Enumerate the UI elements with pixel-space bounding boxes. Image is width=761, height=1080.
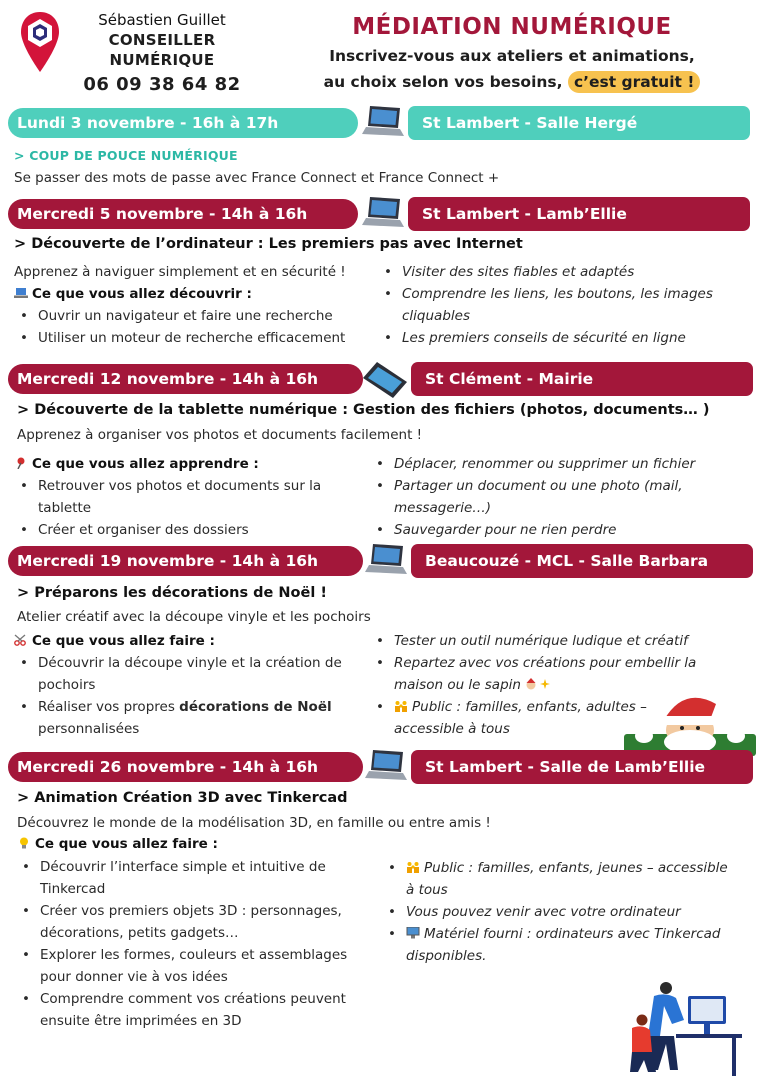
event-2-lead <box>14 286 252 302</box>
list-item-line1: Réaliser vos propres <box>38 699 175 715</box>
list-item-line2: Tinkercad <box>40 881 106 897</box>
event-5-lead-text: Ce que vous allez faire : <box>35 836 218 852</box>
contact-role-line2: NUMÉRIQUE <box>109 51 215 69</box>
event-5-title: > Animation Création 3D avec Tinkercad <box>17 790 348 806</box>
list-item-line1: Explorer les formes, couleurs et assemblages <box>40 947 348 963</box>
laptop-icon <box>360 104 406 140</box>
subtitle-line2-text: au choix selon vos besoins, <box>323 73 563 91</box>
family-icon <box>406 861 420 873</box>
people-at-computer-illustration-icon <box>620 980 750 1076</box>
event-4-title: > Préparons les décorations de Noël ! <box>17 585 327 601</box>
lightbulb-icon <box>17 837 31 849</box>
list-item-bold: décorations de Noël <box>179 699 332 715</box>
event-5-left-list <box>16 856 347 1032</box>
subtitle-line1: Inscrivez-vous aux ateliers et animations, <box>329 47 695 65</box>
family-icon <box>394 700 408 712</box>
list-item: • Sauvegarder pour ne rien perdre <box>370 519 695 541</box>
event-4-left-list <box>14 652 342 740</box>
event-4-lead <box>14 633 215 649</box>
list-item <box>378 283 713 327</box>
event-5-intro: Découvrez le monde de la modélisation 3D, en famille ou entre amis ! <box>17 815 491 831</box>
list-item <box>382 857 728 901</box>
list-item <box>14 652 342 696</box>
event-3-intro: Apprenez à organiser vos photos et documents facilement ! <box>17 427 423 443</box>
event-1-kicker: > COUP DE POUCE NUMÉRIQUE <box>14 148 238 163</box>
page-title: MÉDIATION NUMÉRIQUE <box>352 14 672 40</box>
list-item <box>16 988 347 1032</box>
list-item: • Déplacer, renommer ou supprimer un fichier <box>370 453 695 475</box>
event-2-place-banner: St Lambert - Lamb’Ellie <box>408 197 750 231</box>
event-2-right-list <box>378 261 713 349</box>
santa-illustration-icon <box>624 690 756 758</box>
list-item-line2: messagerie…) <box>394 500 492 516</box>
laptop-emoji-icon <box>14 287 28 299</box>
event-2-lead-text: Ce que vous allez découvrir : <box>32 286 252 302</box>
event-3-left-list <box>14 475 321 541</box>
santa-sparkles-icon <box>525 678 551 690</box>
list-item <box>382 923 728 967</box>
list-item <box>14 475 321 519</box>
list-item: • Les premiers conseils de sécurité en ligne <box>378 327 713 349</box>
list-item-line2: pour donner vie à vos idées <box>40 969 228 985</box>
list-item: • Tester un outil numérique ludique et créatif <box>370 630 696 652</box>
list-item <box>370 475 695 519</box>
laptop-icon <box>360 195 406 231</box>
laptop-icon <box>363 748 409 784</box>
event-5-right-list <box>382 857 728 967</box>
list-item-line1: Public : familles, enfants, adultes – <box>412 699 647 715</box>
event-4-place-banner: Beaucouzé - MCL - Salle Barbara <box>411 544 753 578</box>
contact-block <box>62 10 262 98</box>
event-3-date-banner: Mercredi 12 novembre - 14h à 16h <box>8 364 363 394</box>
contact-name: Sébastien Guillet <box>98 11 226 29</box>
list-item-line1: Comprendre comment vos créations peuvent <box>40 991 346 1007</box>
event-3-title: > Découverte de la tablette numérique : Gestion des fichiers (photos, documents… ) <box>17 402 710 418</box>
desktop-computer-icon <box>406 927 420 939</box>
list-item-line1: Matériel fourni : ordinateurs avec Tinkercad <box>424 926 721 942</box>
subtitle-line2 <box>268 70 756 94</box>
event-3-right-list <box>370 453 695 541</box>
headline <box>268 12 756 94</box>
list-item-line2: à tous <box>406 882 448 898</box>
tablet-icon <box>363 360 409 400</box>
event-1-place-banner: St Lambert - Salle Hergé <box>408 106 750 140</box>
list-item: • Créer et organiser des dossiers <box>14 519 321 541</box>
list-item-line1: Public : familles, enfants, jeunes – accessible <box>424 860 728 876</box>
event-2-title: > Découverte de l’ordinateur : Les premiers pas avec Internet <box>14 236 523 252</box>
list-item: • Visiter des sites fiables et adaptés <box>378 261 713 283</box>
event-3-place-banner: St Clément - Mairie <box>411 362 753 396</box>
contact-phone[interactable]: 06 09 38 64 82 <box>83 74 241 95</box>
list-item-line1: Créer vos premiers objets 3D : personnages, <box>40 903 342 919</box>
list-item-line2: tablette <box>38 500 92 516</box>
event-3-lead <box>14 456 259 472</box>
event-2-intro: Apprenez à naviguer simplement et en sécurité ! <box>14 264 346 280</box>
free-highlight: c’est gratuit ! <box>568 71 700 93</box>
event-1-date-banner: Lundi 3 novembre - 16h à 17h <box>8 108 358 138</box>
list-item <box>14 696 342 740</box>
list-item-line1: Découvrir la découpe vinyle et la création de <box>38 655 342 671</box>
list-item: • Utiliser un moteur de recherche efficacement <box>14 327 345 349</box>
list-item-line1: Partager un document ou une photo (mail, <box>394 478 683 494</box>
event-5-date-banner: Mercredi 26 novembre - 14h à 16h <box>8 752 363 782</box>
list-item-line1: Comprendre les liens, les boutons, les images <box>402 286 713 302</box>
event-4-intro: Atelier créatif avec la découpe vinyle et les pochoirs <box>17 609 371 625</box>
list-item-line2: cliquables <box>402 308 470 324</box>
list-item <box>16 856 347 900</box>
list-item <box>16 944 347 988</box>
pushpin-icon <box>14 457 28 469</box>
list-item-line1: Repartez avec vos créations pour embellir la <box>394 655 697 671</box>
list-item: • Ouvrir un navigateur et faire une recherche <box>14 305 345 327</box>
list-item-line1: Découvrir l’interface simple et intuitive de <box>40 859 326 875</box>
event-4-date-banner: Mercredi 19 novembre - 14h à 16h <box>8 546 363 576</box>
event-4-lead-text: Ce que vous allez faire : <box>32 633 215 649</box>
list-item <box>16 900 347 944</box>
laptop-icon <box>363 542 409 578</box>
map-pin-logo-icon <box>19 10 61 76</box>
list-item-line1: Retrouver vos photos et documents sur la <box>38 478 322 494</box>
event-2-date-banner: Mercredi 5 novembre - 14h à 16h <box>8 199 358 229</box>
list-item-line2: ensuite être imprimées en 3D <box>40 1013 242 1029</box>
event-3-lead-text: Ce que vous allez apprendre : <box>32 456 259 472</box>
event-5-place-banner: St Lambert - Salle de Lamb’Ellie <box>411 750 753 784</box>
event-5-lead <box>17 836 218 852</box>
list-item-line2: décorations, petits gadgets… <box>40 925 239 941</box>
scissors-icon <box>14 634 28 646</box>
event-1-intro: Se passer des mots de passe avec France Connect et France Connect + <box>14 170 500 186</box>
event-2-left-list <box>14 305 345 349</box>
list-item-line2: disponibles. <box>406 948 487 964</box>
list-item-line2: personnalisées <box>38 721 140 737</box>
list-item-line2: maison ou le sapin <box>394 677 521 693</box>
list-item: • Vous pouvez venir avec votre ordinateur <box>382 901 728 923</box>
list-item-line2: pochoirs <box>38 677 96 693</box>
list-item-line2: accessible à tous <box>394 721 510 737</box>
contact-role-line1: CONSEILLER <box>108 31 216 49</box>
